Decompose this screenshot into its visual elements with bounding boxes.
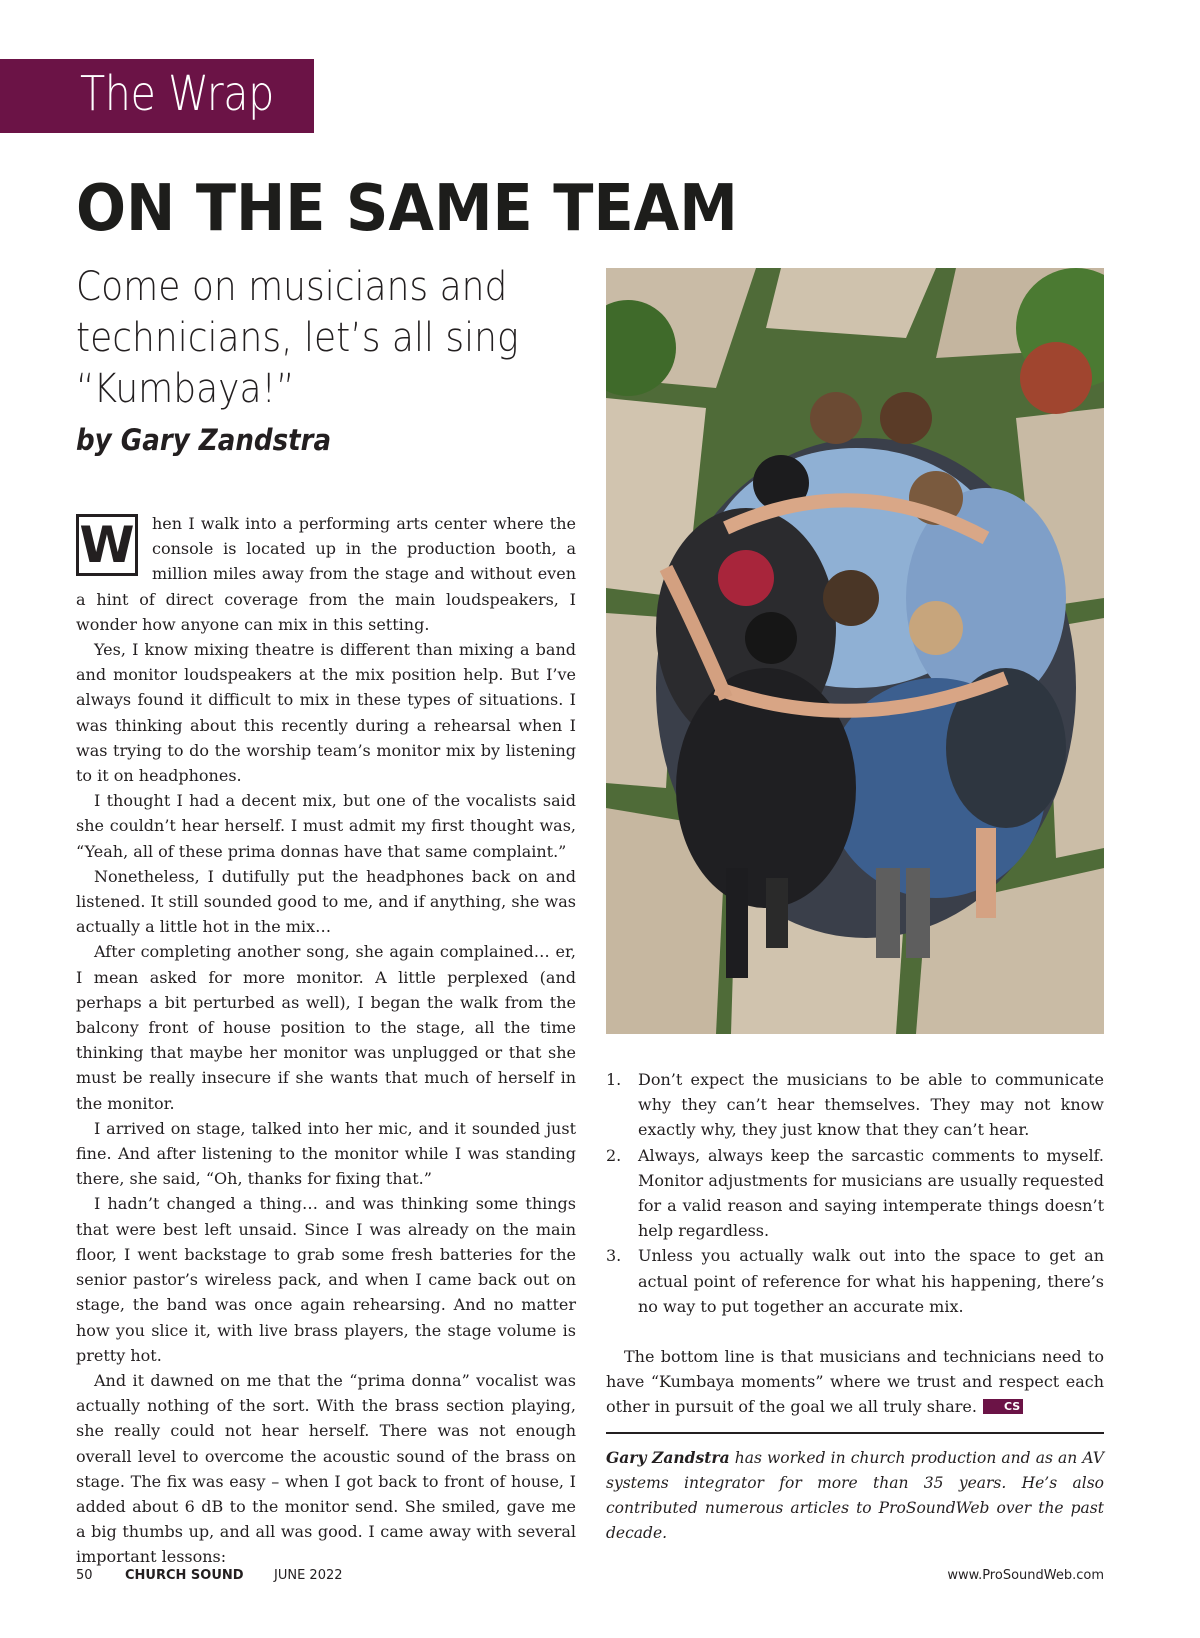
author-bio-text: has worked in church production and as an AV systems integrator for more than 35 years. He’s also contributed numerous articles to ProSoundWeb over the past decade. [606, 1449, 1104, 1542]
list-text: Don’t expect the musicians to be able to communicate why they can’t hear themselves. They may not know exactly why, they just know that they can’t hear. [638, 1070, 1104, 1140]
list-item [606, 1143, 1104, 1244]
article-deck: Come on musicians and technicians, let’s all sing “Kumbaya!” [76, 264, 519, 412]
body-paragraph: I hadn’t changed a thing… and was thinking some things that were best left unsaid. Since I was already on the main floor, I went backstage to grab some fresh batteries for the senior pastor’s wireless pack, and when I came back out on stage, the band was once again rehearsing. And no matter how you slice it, with live brass players, the stage volume is pretty hot. [76, 1194, 576, 1365]
end-mark-badge: CS [983, 1399, 1023, 1414]
issue-date: JUNE 2022 [274, 1568, 343, 1583]
page-number: 50 [76, 1568, 93, 1583]
body-paragraph: I thought I had a decent mix, but one of the vocalists said she couldn’t hear herself. I must admit my first thought was, “Yeah, all of these prima donnas have that same complaint.” [76, 791, 576, 861]
closing-paragraph [606, 1344, 1104, 1420]
bio-divider [606, 1432, 1104, 1434]
first-paragraph [76, 511, 576, 637]
section-banner [0, 59, 314, 133]
body-paragraph: Nonetheless, I dutifully put the headphones back on and listened. It still sounded good to me, and if anything, she was actually a little hot in the mix… [76, 866, 576, 937]
group-huddle-photo [606, 268, 1104, 1034]
list-item [606, 1243, 1104, 1319]
body-paragraph: After completing another song, she again complained… er, I mean asked for more monitor. A little perplexed (and perhaps a bit perturbed as well), I began the walk from the balcony front of house position to the stage, all the time thinking that maybe her monitor was unplugged or that she must be really insecure if she wants that much of herself in the monitor. [76, 942, 576, 1113]
first-paragraph-text: hen I walk into a performing arts center where the console is located up in the production booth, a million miles away from the stage and without even a hint of direct coverage from the main loudspeakers, I wonder how anyone can mix in this setting. [76, 514, 576, 634]
list-item [606, 1067, 1104, 1143]
list-text: Always, always keep the sarcastic comments to myself. Monitor adjustments for musicians are usually requested for a valid reason and saying intemperate things doesn’t help regardless. [638, 1145, 1104, 1241]
drop-cap: W [76, 514, 138, 576]
article-headline: ON THE SAME TEAM [76, 172, 738, 246]
list-number: 1. [606, 1070, 622, 1089]
author-bio [606, 1445, 1104, 1546]
body-paragraph: I arrived on stage, talked into her mic, and it sounded just fine. And after listening to the monitor while I was standing there, she said, “Oh, thanks for fixing that.” [76, 1118, 576, 1189]
list-text: Unless you actually walk out into the space to get an actual point of reference for what his happening, there’s no way to put together an accurate mix. [638, 1246, 1104, 1316]
photo-illustration [606, 268, 1104, 1034]
body-paragraph: Yes, I know mixing theatre is different than mixing a band and monitor loudspeakers at the mix position help. But I’ve always found it difficult to mix in these types of situations. I was thinking about this recently during a rehearsal when I was trying to do the worship team’s monitor mix by listening to it on headphones. [76, 640, 576, 786]
magazine-name: CHURCH SOUND [125, 1568, 244, 1583]
lessons-list [606, 1067, 1104, 1319]
article-body-right [606, 1067, 1104, 1420]
body-paragraph: And it dawned on me that the “prima donna” vocalist was actually nothing of the sort. With the brass section playing, she really could not hear herself. There was not enough overall level to overcome the acoustic sound of the brass on stage. The fix was easy – when I got back to front of house, I added about 6 dB to the monitor send. She smiled, gave me a big thumbs up, and all was good. I came away with several important lessons: [76, 1370, 576, 1567]
section-label: The Wrap [80, 66, 274, 122]
author-name: Gary Zandstra [606, 1448, 730, 1467]
article-body-left [76, 511, 576, 1570]
article-byline: by Gary Zandstra [76, 423, 332, 457]
list-number: 2. [606, 1145, 622, 1165]
list-number: 3. [606, 1246, 622, 1266]
website-url: www.ProSoundWeb.com [947, 1568, 1104, 1583]
closing-text: The bottom line is that musicians and technicians need to have “Kumbaya moments” where we trust and respect each other in pursuit of the goal we all truly share. [606, 1347, 1104, 1417]
